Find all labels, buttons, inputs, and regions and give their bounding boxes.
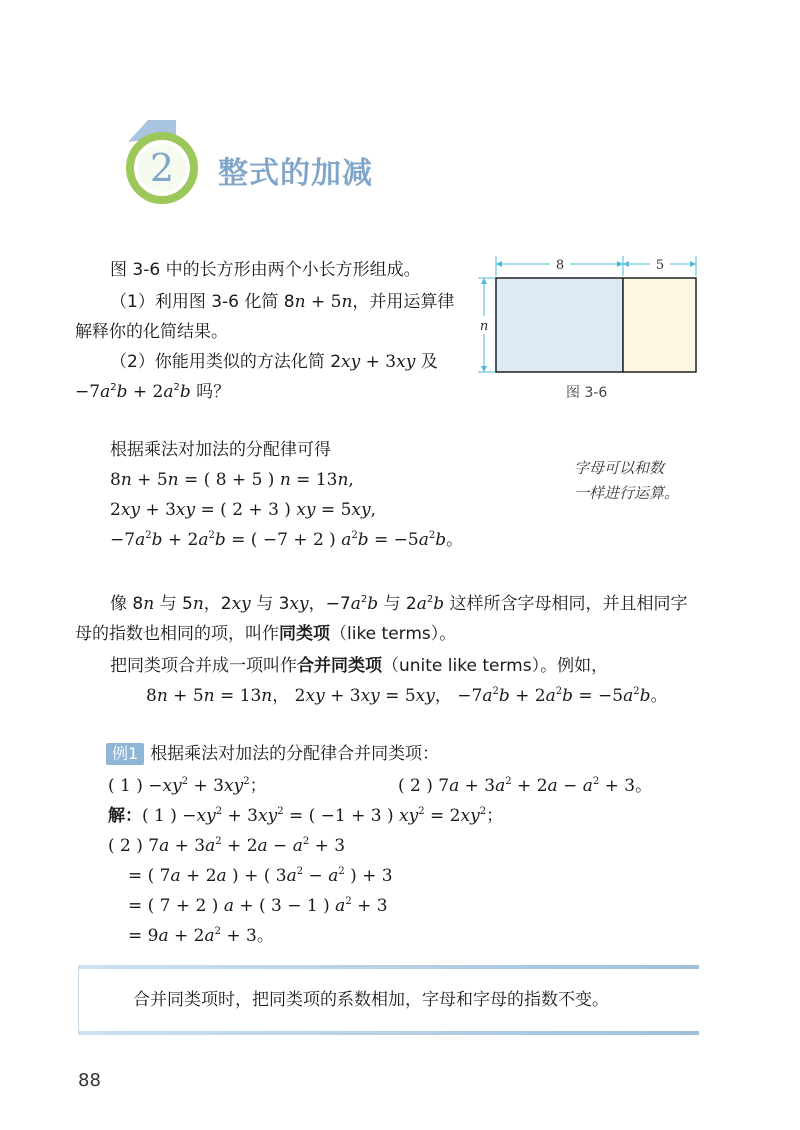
figure-label-5: 5 [655,258,665,273]
example-1-part-2: ( 2 ) $7a + 3a^2 + 2a - a^2 + 3$。 [398,776,653,796]
example-1-part-1: ( 1 ) $-xy^2 + 3xy^2$； [108,776,267,796]
question-1-cont: 解释你的化简结果。 [75,322,228,342]
question-2: （2）你能用类似的方法化简 2xy + 3xy 及 [110,352,438,372]
rule-text: 合并同类项时，把同类项的系数相加，字母和字母的指数不变。 [133,990,609,1010]
example-1-header: 例1 根据乘法对加法的分配律合并同类项： [106,742,439,766]
solution-line-3: = ( 7a + 2a ) + ( $3a^2 - a^2$ ) + 3 [128,866,393,886]
derivation-eq-3: $-7a^2b + 2a^2b$ = ( −7 + 2 ) $a^2b = -5a^2b$。 [110,530,464,550]
figure-label-n: n [479,319,489,334]
term-like-terms: 同类项 [279,624,330,644]
rule-top-bar [79,965,699,969]
figure-3-6 [478,250,708,400]
section-badge-icon [118,118,204,204]
rule-bottom-bar [79,1031,699,1035]
page-number: 88 [78,1070,101,1091]
solution-line-4: = ( 7 + 2 ) a + ( 3 − 1 ) $a^2 + 3$ [128,896,388,916]
definition-example-eqs: 8n + 5n = 13n， 2xy + 3xy = 5xy， $-7a^2b + 2a^2b = -5a^2b$。 [146,686,668,706]
solution-line-1: 解：( 1 ) $-xy^2 + 3xy^2$ = ( −1 + 3 ) $xy^2 = 2xy^2$； [108,806,504,826]
derivation-eq-2: 2xy + 3xy = ( 2 + 3 ) xy = 5xy, [110,500,377,520]
solution-line-5: = $9a + 2a^2 + 3$。 [128,926,274,946]
question-1: （1）利用图 3-6 化简 8n + 5n，并用运算律 [110,292,455,312]
question-2-cont: $-7a^2b + 2a^2b$ 吗？ [75,382,231,402]
section-number: 2 [149,146,175,190]
definition-line-3: 把同类项合并成一项叫作合并同类项（unite like terms）。例如， [110,656,609,676]
term-unite-like-terms: 合并同类项 [297,656,382,676]
figure-label-8: 8 [555,258,565,273]
rule-box [78,965,699,1035]
section-title: 整式的加减 [218,156,373,191]
solution-line-2: ( 2 ) $7a + 3a^2 + 2a - a^2 + 3$ [108,836,346,856]
figure-caption: 图 3-6 [566,385,608,401]
intro-line-1: 图 3-6 中的长方形由两个小长方形组成。 [110,260,421,280]
definition-line-1: 像 8n 与 5n，2xy 与 3xy，$-7a^2b$ 与 $2a^2b$ 这样所含字母相同，并且相同字 [110,594,688,614]
side-note: 字母可以和数 一样进行运算。 [574,459,680,502]
derivation-eq-1: 8n + 5n = ( 8 + 5 ) n = 13n, [110,470,354,490]
example-tag: 例1 [106,743,144,765]
derivation-head: 根据乘法对加法的分配律可得 [110,440,331,460]
definition-line-2: 母的指数也相同的项，叫作同类项（like terms）。 [75,624,457,644]
